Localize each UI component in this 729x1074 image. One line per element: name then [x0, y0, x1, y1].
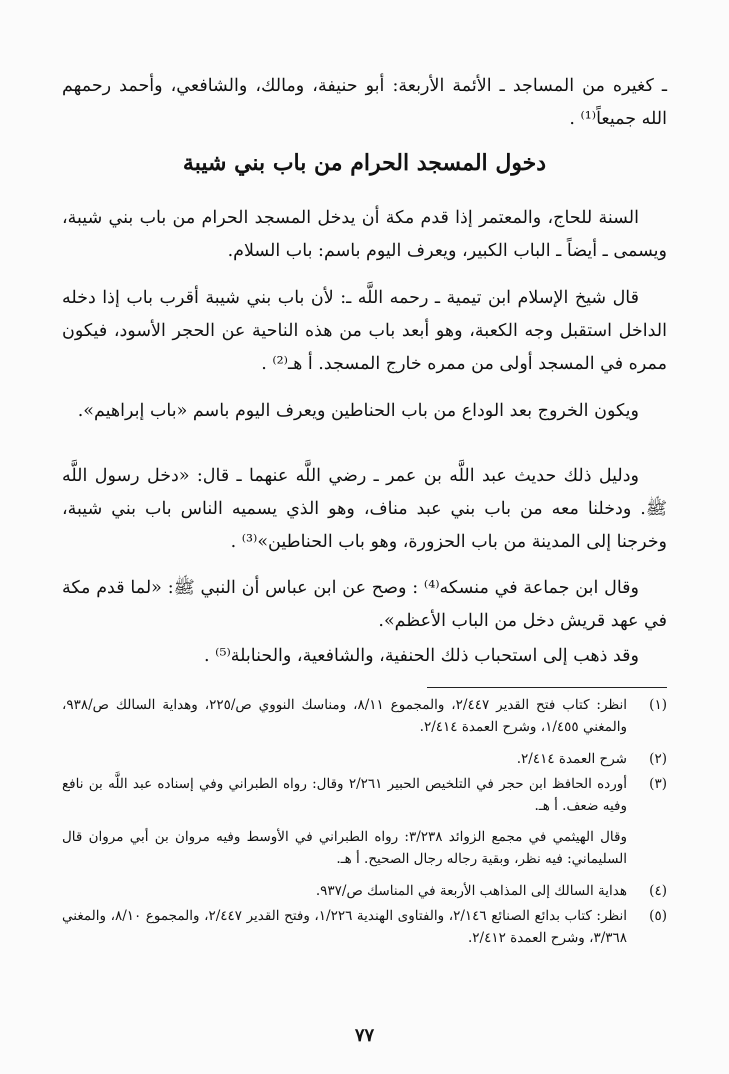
footnote-text: هداية السالك إلى المذاهب الأربعة في المناسك ص/٩٣٧.: [315, 883, 627, 899]
footnote-text: شرح العمدة ٢/٤١٤.: [516, 751, 627, 767]
paragraph-ibn-taymiyyah: قال شيخ الإسلام ابن تيمية ـ رحمه اللَّه ـ: لأن باب بني شيبة أقرب باب إذا دخله الداخل استقبل وجه الكعبة، وهو أبعد باب من هذه الناحية عن الحجر الأسود، فيكون ممره في المسجد أولى من ممره خارج المسجد. أ هـ⁽²⁾ .: [62, 288, 667, 374]
paragraph-exit-gate: ويكون الخروج بعد الوداع من باب الحناطين ويعرف اليوم باسم «باب إبراهيم».: [77, 401, 639, 421]
footnote-number: (٥): [649, 908, 667, 924]
page-number: ٧٧: [354, 1025, 375, 1046]
paragraph-madhhabs: وقد ذهب إلى استحباب ذلك الحنفية، والشافعية، والحنابلة⁽⁵⁾ .: [204, 646, 639, 666]
footnote-text: انظر: كتاب بدائع الصنائع ٢/١٤٦، والفتاوى الهندية ١/٢٢٦، وفتح القدير ٢/٤٤٧، والمجموع ٨/١٠، والمغني ٣/٣٦٨، وشرح العمدة ٢/٤١٢.: [62, 908, 627, 946]
footnote-separator: [427, 687, 667, 688]
paragraph-ibn-umar-hadith: ودليل ذلك حديث عبد اللَّه بن عمر ـ رضي اللَّه عنهما ـ قال: «دخل رسول اللَّه ﷺ. ودخلنا معه من باب بني عبد مناف، وهو الذي يسميه الناس باب بني شيبة، وخرجنا إلى المدينة من باب الحزورة، وهو باب الحناطين»⁽³⁾ .: [62, 466, 667, 552]
footnote-number: (٢): [649, 751, 667, 767]
footnote-number: (٣): [649, 776, 667, 792]
footnote-3: [62, 773, 667, 817]
footnote-text: انظر: كتاب فتح القدير ٢/٤٤٧، والمجموع ٨/١١، ومناسك النووي ص/٢٢٥، وهداية السالك ص/٩٣٨، والمغني ١/٤٥٥، وشرح العمدة ٢/٤١٤.: [62, 697, 628, 735]
paragraph-sunnah: السنة للحاج، والمعتمر إذا قدم مكة أن يدخل المسجد الحرام من باب بني شيبة، ويسمى ـ أيضاً ـ الباب الكبير، ويعرف اليوم باسم: باب السلام.: [62, 208, 667, 261]
footnote-text: وقال الهيثمي في مجمع الزوائد ٣/٢٣٨: رواه الطبراني في الأوسط وفيه مروان بن أبي مروان قال السليماني: فيه نظر، وبقية رجاله رجال الصحيح. أ هـ.: [62, 829, 628, 867]
section-heading: دخول المسجد الحرام من باب بني شيبة: [182, 150, 547, 176]
footnote-1: [62, 694, 667, 738]
footnote-4: [62, 880, 667, 902]
paragraph-ibn-jamaah: وقال ابن جماعة في منسكه⁽⁴⁾ : وصح عن ابن عباس أن النبي ﷺ: «لما قدم مكة في عهد قريش دخل من الباب الأعظم».: [62, 578, 667, 631]
footnote-5: [62, 905, 667, 949]
footnote-3-continued: [62, 826, 667, 870]
footnote-text: أورده الحافظ ابن حجر في التلخيص الحبير ٢/٢٦١ وقال: رواه الطبراني وفي إسناده عبد اللَّه بن نافع وفيه ضعف. أ هـ.: [62, 776, 627, 814]
footnote-2: [62, 748, 667, 770]
footnote-number: (٤): [649, 883, 667, 899]
intro-paragraph: ـ كغيره من المساجد ـ الأئمة الأربعة: أبو حنيفة، ومالك، والشافعي، وأحمد رحمهم الله جميعاً⁽¹⁾ .: [62, 76, 667, 129]
footnote-number: (١): [649, 697, 667, 713]
